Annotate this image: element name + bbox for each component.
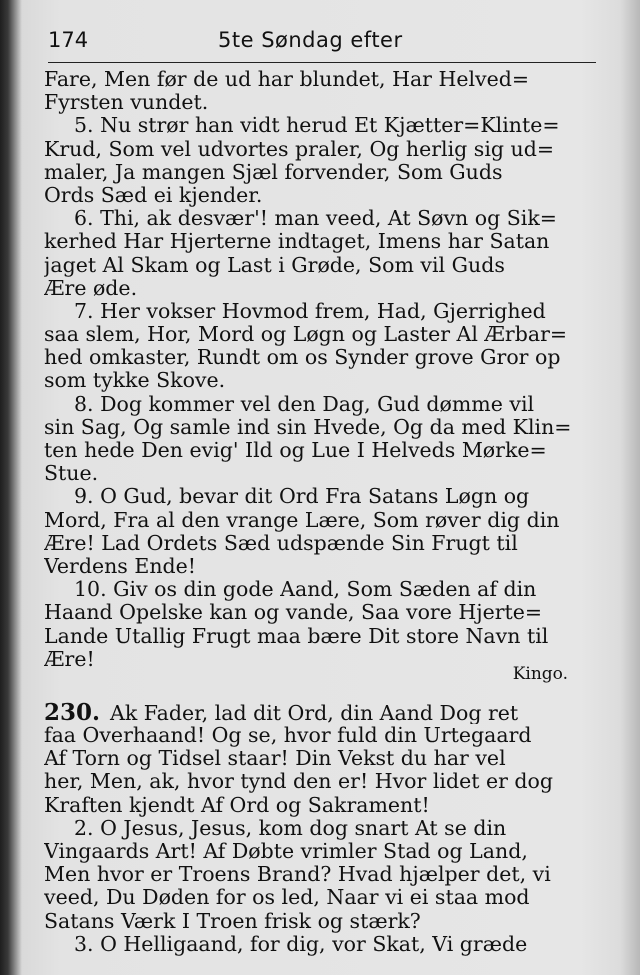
text-line: Stue. xyxy=(44,462,99,486)
hymn-line: Vingaards Art! Af Døbte vrimler Stad og Land, xyxy=(44,840,528,863)
text-line: Lande Utallig Frugt maa bære Dit store Navn til xyxy=(44,624,549,648)
hymn-line: faa Overhaand! Og se, hvor fuld din Urtegaard xyxy=(44,724,532,748)
hymn-number: 230. xyxy=(44,700,101,725)
text-line: Haand Opelske kan og vande, Saa vore Hjerte= xyxy=(44,601,543,625)
text-line: Ære øde. xyxy=(44,276,138,300)
text-line: sin Sag, Og samle ind sin Hvede, Og da med Klin= xyxy=(44,415,572,439)
text-line: Mord, Fra al den vrange Lære, Som røver dig din xyxy=(44,508,560,532)
page-number: 174 xyxy=(48,28,89,52)
verse-line: 6. Thi, ak desvær'! man veed, At Søvn og Sik= xyxy=(74,207,557,231)
text-line: Fyrsten vundet. xyxy=(44,91,209,115)
verse-line: 7. Her vokser Hovmod frem, Had, Gjerrighed xyxy=(74,299,546,323)
verse-line: 5. Nu strør han vidt herud Et Kjætter=Klinte= xyxy=(74,114,560,138)
hymn-line: Men hvor er Troens Brand? Hvad hjælper det, vi xyxy=(44,863,551,887)
verse-line: 2. O Jesus, Jesus, kom dog snart At se din xyxy=(74,816,507,840)
text-line: Verdens Ende! xyxy=(44,554,197,578)
page-header xyxy=(48,22,596,63)
verse-line: 9. O Gud, bevar dit Ord Fra Satans Løgn og xyxy=(74,485,530,509)
text-line: jaget Al Skam og Last i Grøde, Som vil Guds xyxy=(44,253,505,277)
hymn-line: veed, Du Døden for os led, Naar vi ei staa mod xyxy=(44,886,530,910)
text-line: Ords Sæd ei kjender. xyxy=(44,183,263,207)
text-line: Ære! Lad Ordets Sæd udspænde Sin Frugt til xyxy=(44,531,518,555)
text-line: kerhed Har Hjerterne indtaget, Imens har Satan xyxy=(44,230,550,254)
text-line: saa slem, Hor, Mord og Løgn og Laster Al Ærbar= xyxy=(44,323,568,347)
verse-line: 3. O Helligaand, for dig, vor Skat, Vi græde xyxy=(74,932,528,956)
hymn-line: Kraften kjendt Af Ord og Sakrament! xyxy=(44,793,430,817)
hymn-line: Satans Værk I Troen frisk og stærk? xyxy=(44,909,421,933)
verse-line: 8. Dog kommer vel den Dag, Gud dømme vil xyxy=(74,392,535,416)
hymn-first-line xyxy=(44,701,596,724)
text-line: ten hede Den evig' Ild og Lue I Helveds Mørke= xyxy=(44,439,547,462)
hymn-line: Ak Fader, lad dit Ord, din Aand Dog ret xyxy=(110,700,519,725)
hymn-line: her, Men, ak, hvor tynd den er! Hvor lidet er dog xyxy=(44,770,553,794)
text-line: Fare, Men før de ud har blundet, Har Helved= xyxy=(44,68,530,91)
text-line: Ære! xyxy=(44,647,95,671)
text-line: som tykke Skove. xyxy=(44,369,226,393)
hymn-line: Af Torn og Tidsel staar! Din Vekst du har vel xyxy=(44,747,506,771)
hymn-author: Kingo. xyxy=(512,663,568,684)
text-line: hed omkaster, Rundt om os Synder grove Gror op xyxy=(44,346,561,370)
text-line: maler, Ja mangen Sjæl forvender, Som Guds xyxy=(44,160,503,184)
text-line: Krud, Som vel udvortes praler, Og herlig sig ud= xyxy=(44,137,555,161)
running-title: 5te Søndag efter xyxy=(218,28,403,52)
verse-line: 10. Giv os din gode Aand, Som Sæden af din xyxy=(74,578,537,602)
page-body xyxy=(44,68,596,956)
